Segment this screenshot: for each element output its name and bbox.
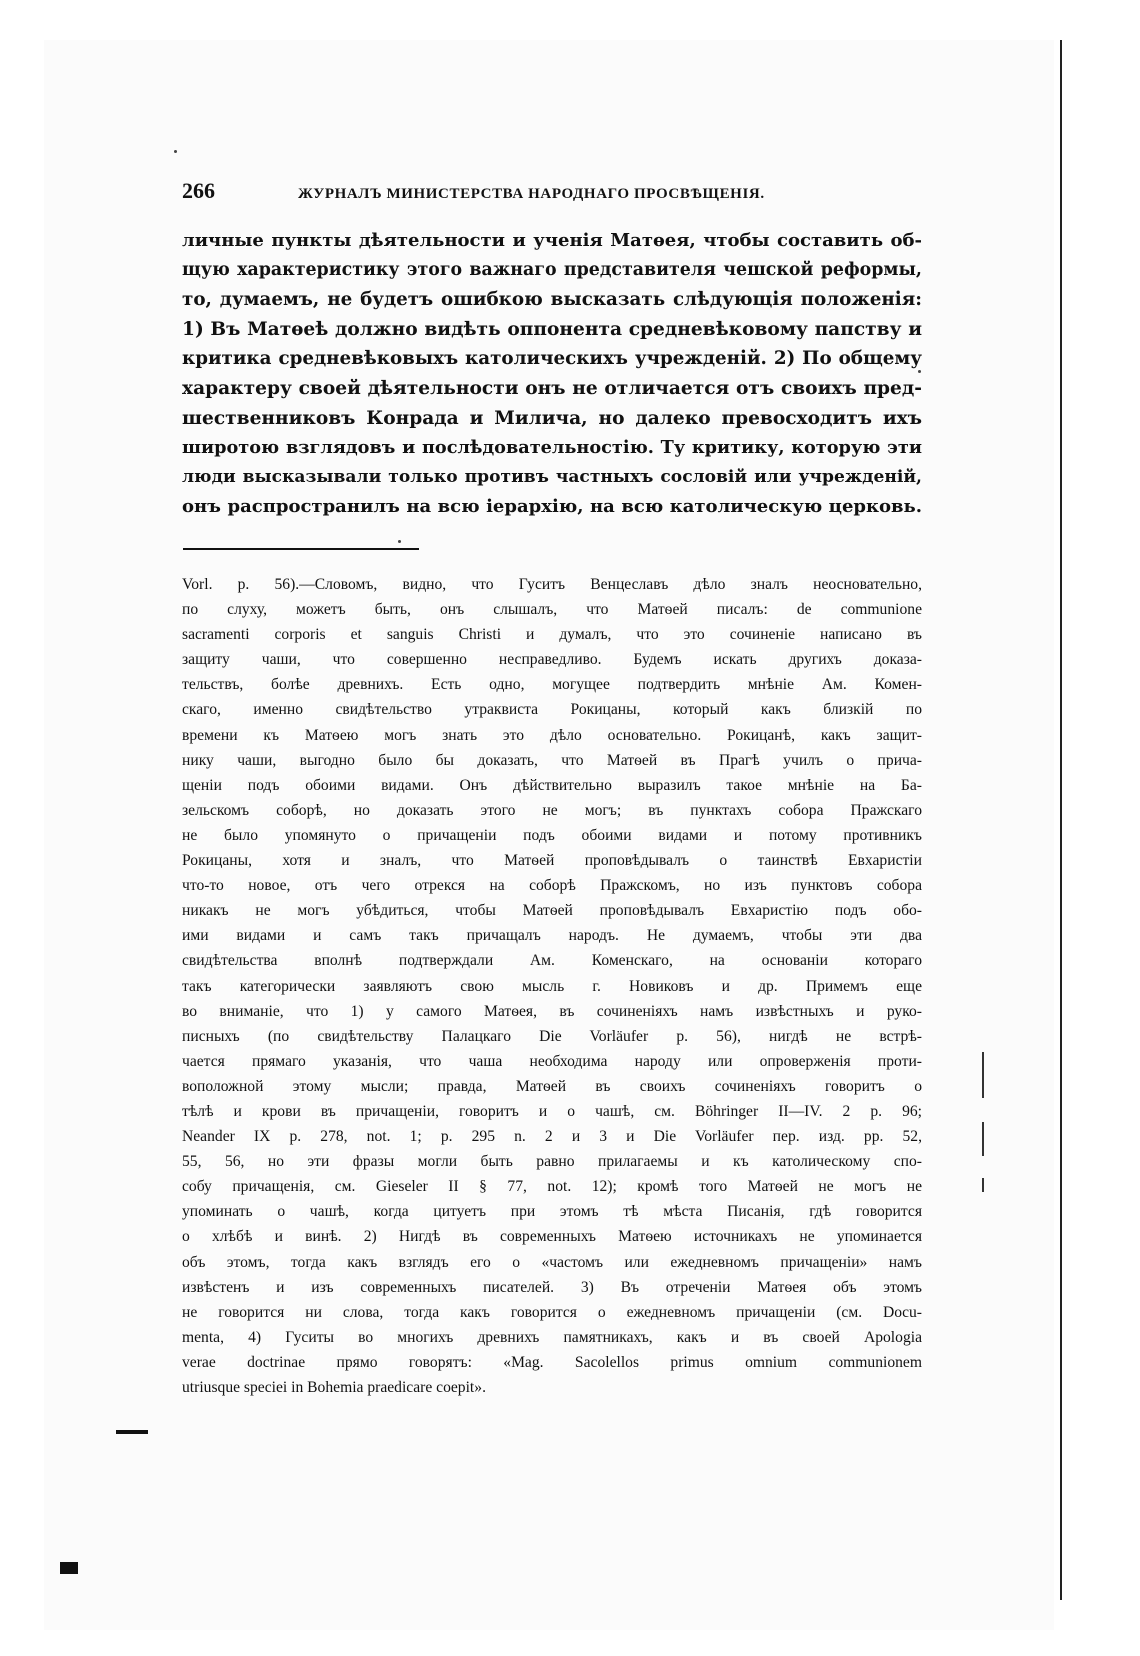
footnote-line: о хлѣбѣ и винѣ. 2) Нигдѣ въ современныхъ Матѳею источникахъ не упоминается [182,1228,922,1246]
text-line: люди высказывали только противъ частныхъ сословій или учрежденій, [182,466,922,487]
margin-mark [982,1052,984,1098]
main-paragraph [182,226,922,522]
scan-dash-mark [116,1430,148,1434]
footnote-line: воположной этому мысли; правда, Матѳей въ своихъ сочиненіяхъ говоритъ о [182,1077,922,1095]
footnote-line: не было упомянуто о причащеніи подъ обоими видами и потому противникъ [182,826,922,844]
scan-corner-mark [60,1562,78,1574]
footnote-line: нику чаши, выгодно было бы доказать, что Матѳей въ Прагѣ училъ о прича- [182,751,922,769]
footnote-line: Рокицаны, хотя и зналъ, что Матѳей проповѣдывалъ о таинствѣ Евхаристіи [182,852,922,870]
footnote-line: времени къ Матѳею могъ знать это дѣло основательно. Рокицанѣ, какъ защит- [182,726,922,744]
running-title: ЖУРНАЛЪ МИНИСТЕРСТВА НАРОДНАГО ПРОСВѢЩЕНІЯ. [298,186,765,202]
footnote-line: зельскомъ соборѣ, но доказать этого не могъ; въ пунктахъ собора Пражскаго [182,801,922,819]
page-edge-line [1060,40,1062,1600]
footnote-line: 55, 56, но эти фразы могли быть равно прилагаемы и къ католическому спо- [182,1153,922,1171]
footnote-block [182,572,922,1400]
footnote-line: не говорится ни слова, тогда какъ говорится о ежедневномъ причащеніи (см. Docu- [182,1303,922,1321]
footnote-line: Vorl. p. 56).—Словомъ, видно, что Гуситъ Венцеславъ дѣло зналъ неосновательно, [182,576,922,593]
footnote-line: по слуху, можетъ быть, онъ слышалъ, что Матѳей писалъ: de communione [182,601,922,619]
footnote-line: во вниманіе, что 1) у самого Матѳея, въ сочиненіяхъ намъ извѣстныхъ и руко- [182,1002,922,1020]
footnote-line: тельствъ, болѣе древнихъ. Есть одно, могущее подтвердить мнѣніе Ам. Комен- [182,676,922,694]
margin-marks [982,1052,986,1192]
text-line: критика средневѣковыхъ католическихъ учрежденій. 2) По общему [182,348,922,370]
footnote-line: извѣстенъ и изъ современныхъ писателей. 3) Въ отреченіи Матѳея объ этомъ [182,1278,922,1296]
text-line: щую характеристику этого важнаго представителя чешской реформы, [182,259,922,280]
footnote-line: sacramenti corporis et sanguis Christi и думалъ, что это сочиненіе написано въ [182,626,922,644]
stray-dot [398,540,401,543]
footnote-line: скаго, именно свидѣтельство утраквиста Рокицаны, который какъ близкій по [182,701,922,719]
footnote-line: никакъ не могъ убѣдиться, чтобы Матѳей проповѣдывалъ Евхаристію подъ обо- [182,902,922,920]
footnote-line: упоминать о чашѣ, когда цитуетъ при этомъ тѣ мѣста Писанія, гдѣ говорится [182,1203,922,1221]
footnote-line: тѣлѣ и крови въ причащеніи, говоритъ и о чашѣ, см. Böhringer II—IV. 2 p. 96; [182,1102,922,1120]
footnote-line: ими видами и самъ такъ причащалъ народъ. Не думаемъ, чтобы эти два [182,927,922,945]
footnote-line: собу причащенія, см. Gieseler II § 77, not. 12); кромѣ того Матѳей не могъ не [182,1178,922,1196]
text-line: характеру своей дѣятельности онъ не отличается отъ своихъ пред- [182,377,922,399]
footnote-line: menta, 4) Гуситы во многихъ древнихъ памятникахъ, какъ и въ своей Apologia [182,1328,922,1346]
margin-mark [982,1122,984,1156]
footnote-line: Neander IX p. 278, not. 1; p. 295 n. 2 и 3 и Die Vorläufer пер. изд. pp. 52, [182,1128,922,1146]
text-line: то, думаемъ, не будетъ ошибкою высказать слѣдующія положенія: [182,289,922,311]
text-line: личные пункты дѣятельности и ученія Матѳея, чтобы составить об- [182,230,922,251]
text-line: 1) Въ Матѳеѣ должно видѣть оппонента средневѣковому папству и [182,318,922,340]
page-number: 266 [182,178,215,203]
footnote-line: защиту чаши, что совершенно несправедливо. Будемъ искать другихъ доказа- [182,651,922,669]
footnote-line: verae doctrinae прямо говорятъ: «Mag. Sacolellos primus omnium communionem [182,1353,922,1371]
text-line: онъ распространилъ на всю іерархію, на всю католическую церковь. [182,496,922,518]
footnote-line: щеніи подъ обоими видами. Онъ дѣйствительно выразилъ такое мнѣніе на Ба- [182,776,922,794]
page-header [182,178,922,208]
footnote-line: utriusque speciei in Bohemia praedicare coepit». [182,1379,486,1396]
footnote-line: что-то новое, отъ чего отрекся на соборѣ Пражскомъ, но изъ пунктовъ собора [182,877,922,895]
footnote-line: такъ категорически заявляютъ свою мысль г. Новиковъ и др. Примемъ еще [182,977,922,995]
text-line: широтою взглядовъ и послѣдовательностію. Ту критику, которую эти [182,437,922,459]
footnote-line: писныхъ (по свидѣтельству Палацкаго Die Vorläufer p. 56), нигдѣ не встрѣ- [182,1027,922,1045]
footnote-separator [183,548,419,550]
footnote-line: объ этомъ, тогда какъ взглядъ его о «частомъ или ежедневномъ причащеніи» намъ [182,1253,922,1271]
footnote-line: чается прямаго указанія, что чаша необходима народу или опроверженія проти- [182,1052,922,1070]
footnote-line: свидѣтельства вполнѣ подтверждали Ам. Коменскаго, на основаніи котораго [182,952,922,970]
text-line: шественниковъ Конрада и Милича, но далеко превосходитъ ихъ [182,407,922,429]
margin-mark [982,1178,984,1192]
stray-dot [174,150,177,153]
